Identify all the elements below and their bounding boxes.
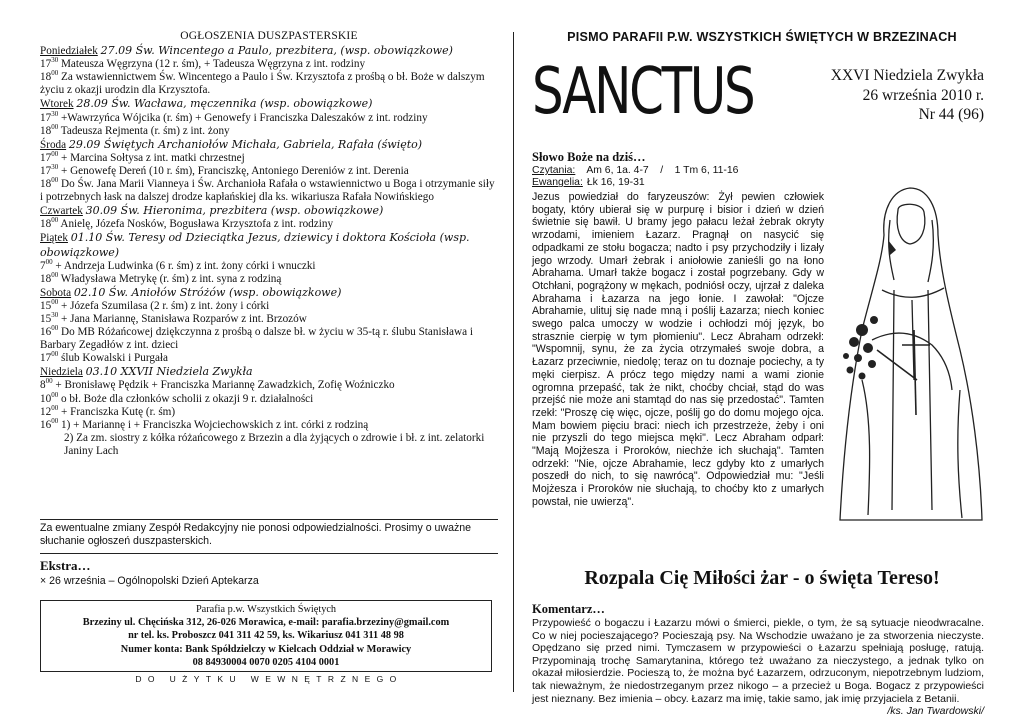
intention-text: + Józefa Szumilasa (2 r. śm) z int. żony i córki <box>60 299 270 312</box>
mass-hour: 18 <box>40 272 52 285</box>
mass-minutes: 00 <box>45 377 53 386</box>
intention-text: Do Św. Jana Marii Vianneya i Św. Archanioła Rafała o wstawiennictwo u Boga i otrzymanie siły i potrzebnych łask na dalszej drodze kapłańskiej dla ks. wikariusza Rafała Nowińskiego <box>40 178 495 204</box>
gospel-label: Ewangelia: <box>532 177 583 189</box>
mass-intention <box>40 297 498 313</box>
mass-time <box>40 218 58 230</box>
issue-number: Nr 44 (96) <box>918 106 984 123</box>
mass-minutes: 00 <box>51 390 59 399</box>
commentary <box>532 617 984 718</box>
ekstra-heading: Ekstra… <box>40 558 91 573</box>
day-description: 30.09 Św. Hieronima, prezbitera (wsp. obowiązkowe) <box>85 204 384 218</box>
mass-hour: 18 <box>40 71 52 84</box>
mass-time <box>40 416 59 431</box>
mass-intention <box>40 71 498 97</box>
mass-hour: 7 <box>40 259 46 272</box>
intention-text: + Jana Mariannę, Stanisława Rozparów z int. Brzozów <box>60 312 307 325</box>
mass-hour: 17 <box>40 58 52 71</box>
mass-hour: 18 <box>40 124 52 137</box>
day-name: Środa <box>40 138 67 151</box>
mass-time <box>40 270 59 285</box>
mass-minutes: 00 <box>51 297 59 306</box>
internal-use-note: DO UŻYTKU WEWNĘTRZNEGO <box>135 674 403 684</box>
mass-hour: 18 <box>40 178 52 191</box>
masthead: PISMO PARAFII P.W. WSZYSTKICH ŚWIĘTYCH W BRZEZINACH <box>567 30 957 44</box>
mass-intention <box>40 162 498 178</box>
day-heading <box>40 286 498 300</box>
mass-time <box>40 178 58 190</box>
day-description: 27.09 Św. Wincentego a Paulo, prezbitera, (wsp. obowiązkowe) <box>100 44 453 58</box>
mass-intention <box>40 109 498 125</box>
day-name: Niedziela <box>40 366 83 379</box>
intention-text: +Wawrzyńca Wójcika (r. śm) + Genowefy i Franciszka Daleszaków z int. rodziny <box>60 111 428 124</box>
parish-info-box <box>40 600 492 672</box>
mass-minutes: 00 <box>51 324 59 333</box>
mass-minutes: 00 <box>51 122 59 131</box>
mass-minutes: 00 <box>51 350 59 359</box>
parish-name: Parafia p.w. Wszystkich Świętych <box>195 604 337 615</box>
mass-minutes: 00 <box>51 149 59 158</box>
readings <box>532 165 738 190</box>
mass-minutes: 00 <box>45 257 53 266</box>
mass-intention <box>40 352 498 365</box>
sanctus-logo: SANCTUS <box>532 55 754 129</box>
issue-sunday: XXVI Niedziela Zwykła <box>830 67 984 84</box>
announcement-days <box>40 44 498 458</box>
announcements-title: OGŁOSZENIA DUSZPASTERSKIE <box>180 30 358 42</box>
mass-intention <box>40 379 498 392</box>
intention-text: Do MB Różańcowej dziękczynna z prośbą o dalsze bł. w życiu w 35-tą r. ślubu Stanisława i Barbary Zegadłów z int. dzieci <box>40 326 473 352</box>
divider <box>40 519 498 520</box>
mass-hour: 15 <box>40 312 52 325</box>
ekstra-item: × 26 września – Ogólnopolski Dzień Aptekarza <box>40 575 259 587</box>
mass-hour: 18 <box>40 218 52 231</box>
commentary-heading: Komentarz… <box>532 602 605 616</box>
mass-time <box>40 352 58 364</box>
day-description: 03.10 XXVII Niedziela Zwykła <box>85 365 253 379</box>
word-heading: Słowo Boże na dziś… <box>532 150 646 164</box>
issue-info <box>831 66 984 125</box>
mass-intention <box>40 58 498 71</box>
intention-text: + Franciszka Kutę (r. śm) <box>60 405 176 418</box>
announcements-column <box>40 30 498 458</box>
day-heading <box>40 231 498 259</box>
mass-minutes: 00 <box>51 416 59 425</box>
day-heading <box>40 44 498 58</box>
mass-hour: 15 <box>40 299 52 312</box>
mass-hour: 8 <box>40 379 46 392</box>
mass-intention <box>40 416 498 432</box>
commentary-author: /ks. Jan Twardowski/ <box>887 705 984 718</box>
divider <box>40 553 498 554</box>
parish-account-number: 08 84930004 0070 0205 4104 0001 <box>192 656 340 668</box>
mass-intention <box>40 310 498 326</box>
mass-minutes: 00 <box>51 403 59 412</box>
intention-text: 1) + Mariannę i + Franciszka Wojciechowskich z int. córki z rodziną <box>60 418 369 431</box>
intention-text: Za wstawiennictwem Św. Wincentego a Paulo i Św. Krzysztofa z prośbą o bł. Boże w dalszym życiu z okazji urodzin dla Krzysztofa. <box>40 71 485 97</box>
day-heading <box>40 365 498 379</box>
day-heading <box>40 204 498 218</box>
mass-hour: 16 <box>40 418 52 431</box>
intention-text: + Genowefę Dereń (10 r. śm), Franciszkę, Antoniego Dereniów z int. Derenia <box>60 164 409 177</box>
mass-minutes: 30 <box>51 56 59 65</box>
issue-date: 26 września 2010 r. <box>862 86 984 104</box>
mass-intention <box>40 403 498 419</box>
intention-text: Mateusza Węgrzyna (12 r. śm), + Tadeusza Węgrzyna z int. rodziny <box>60 58 366 71</box>
gospel-ref: Łk 16, 19-31 <box>586 177 645 189</box>
mass-hour: 17 <box>40 151 52 164</box>
headline: Rozpala Cię Miłości żar - o święta Tereso! <box>584 567 940 589</box>
mass-hour: 12 <box>40 405 52 418</box>
intention-text: o bł. Boże dla członków scholii z okazji 9 r. działalności <box>60 392 314 405</box>
mass-intention <box>40 326 498 352</box>
day-heading <box>40 97 498 111</box>
intention-text: Anielę, Józefa Nosków, Bogusława Krzysztofa z int. rodziny <box>60 218 334 231</box>
intention-text: 2) Za zm. siostry z kółka różańcowego z Brzezin a dla żyjących o zdrowie i bł. z int. zelatorki Janiny Lach <box>64 431 485 457</box>
mass-intention <box>40 257 498 273</box>
mass-intention <box>40 218 498 231</box>
mass-time <box>40 326 58 338</box>
day-description: 02.10 Św. Aniołów Stróżów (wsp. obowiązkowe) <box>73 285 342 299</box>
gospel-text: Jezus powiedział do faryzeuszów: Żył pewien człowiek bogaty, który ubierał się w purpurę i bisior i dzień w dzień świetnie się bawił. U bramy jego pałacu leżał żebrak okryty wrzodami, imieniem Łazarz. Pragnął on nasycić się odpadkami ze stołu bogacza; nadto i psy przychodziły i lizały jego wrzody. Umarł żebrak i aniołowie zanieśli go na łono Abrahama. Umarł także bogacz i został pogrzebany. Gdy w Otchłani, pogrążony w mękach, podniósł oczy, ujrzał z daleka Abrahama i Łazarza na jego łonie. I zawołał: "Ojcze Abrahamie, ulituj się nade mną i poślij Łazarza; niech koniec swego palca umoczy w wodzie i ochłodzi mój język, bo strasznie cierpię w tym płomieniu". Lecz Abraham odrzekł: "Wspomnij, synu, że za życia otrzymałeś swoje dobra, a Łazarz przeciwnie, niedolę; teraz on tu doznaje pociechy, a ty męki cierpisz. A prócz tego między nami a wami zionie ogromna przepaść, tak że nikt, choćby chciał, stąd do was przejść nie może ani stamtąd do nas się przedostać". Tamten rzekł: "Proszę cię więc, ojcze, poślij go do domu mojego ojca. Mam bowiem pięciu braci: niech ich przestrzeże, żeby i oni nie przyszli do tego miejsca męki". Lecz Abraham odparł: "Mają Mojżesza i Proroków, niechże ich słuchają". Tamten odrzekł: "Nie, ojcze Abrahamie, lecz gdyby kto z umarłych poszedł do nich, to się nawrócą". Odpowiedział mu: "Jeśli Mojżesza i Proroków nie słuchają, to choćby kto z umarłych powstał, nie uwierzą". <box>532 191 824 508</box>
day-description: 28.09 Św. Wacława, męczennika (wsp. obowiązkowe) <box>76 97 373 111</box>
day-description: 29.09 Świętych Archaniołów Michała, Gabriela, Rafała (święto) <box>68 137 423 151</box>
mass-hour: 10 <box>40 392 52 405</box>
parish-address: Brzeziny ul. Chęcińska 312, 26-026 Morawica, e-mail: parafia.brzeziny@gmail.com <box>82 617 450 629</box>
mass-minutes: 00 <box>51 216 59 225</box>
mass-time <box>40 71 58 83</box>
mass-minutes: 00 <box>51 176 59 185</box>
day-name: Piątek <box>40 232 68 245</box>
intention-text: + Andrzeja Ludwinka (6 r. śm) z int. żony córki i wnuczki <box>55 259 316 272</box>
mass-minutes: 30 <box>51 109 59 118</box>
day-name: Sobota <box>40 286 72 299</box>
column-divider <box>513 32 514 692</box>
day-name: Czwartek <box>40 205 83 218</box>
day-heading <box>40 138 498 152</box>
mass-intention <box>40 149 498 165</box>
mass-minutes: 00 <box>51 69 59 78</box>
mass-intention <box>40 270 498 286</box>
mass-hour: 16 <box>40 326 52 339</box>
commentary-text: Przypowieść o bogaczu i Łazarzu mówi o śmierci, piekle, o tym, że są sytuacje nieodwracalne. Co w niej pocieszającego? Pocieszają psy. Na Wschodzie uważano je za stworzenia nieczyste. Opędzano się przed nimi. Tymczasem w przypowieści o Łazarzu spełniają posługę, ratują. Przypominają trochę Samarytanina, którego też uważano za nieczystego, a jednak tylko on okazał miłosierdzie. Pocieszą to, że można być Łazarzem, odrzuconym, niepotrzebnym ludziom, tak nieważnym, że niedostrzeganym przez nikogo – a przecież u Boga. Bogacz z przypowieści jest nieznany. Bez imienia – obcy. Łazarz ma imię, takie samo, jak imię przyjaciela z Betanii. <box>532 617 984 705</box>
right-column <box>532 30 992 718</box>
mass-hour: 17 <box>40 164 52 177</box>
day-name: Wtorek <box>40 98 74 111</box>
day-description: 01.10 Św. Teresy od Dzieciątka Jezus, dziewicy i doktora Kościoła (wsp. obowiązkowe) <box>40 231 470 259</box>
mass-intention <box>40 122 498 138</box>
mass-minutes: 30 <box>51 310 59 319</box>
parish-account-label: Numer konta: Bank Spółdzielczy w Kielcach Oddział w Morawicy <box>120 643 412 655</box>
intention-text: + Marcina Sołtysa z int. matki chrzestnej <box>60 151 245 164</box>
editorial-notice: Za ewentualne zmiany Zespół Redakcyjny nie ponosi odpowiedzialności. Prosimy o uważne słuchanie ogłoszeń duszpasterskich. <box>40 522 472 547</box>
readings-refs: Am 6, 1a. 4-7 / 1 Tm 6, 11-16 <box>586 165 739 176</box>
mass-hour: 17 <box>40 352 52 365</box>
readings-label: Czytania: <box>532 165 576 176</box>
mass-time <box>40 122 59 137</box>
day-name: Poniedziałek <box>40 45 98 58</box>
mass-hour: 17 <box>40 111 52 124</box>
saint-theresa-illustration <box>832 180 990 540</box>
intention-text: Tadeusza Rejmenta (r. śm) z int. żony <box>60 124 230 137</box>
mass-minutes: 30 <box>51 162 59 171</box>
intention-text: + Bronisławę Pędzik + Franciszka Mariannę Zawadzkich, Zofię Woźniczko <box>55 379 395 392</box>
mass-intention <box>40 178 498 204</box>
mass-minutes: 00 <box>51 270 59 279</box>
parish-phones: nr tel. ks. Proboszcz 041 311 42 59, ks. Wikariusz 041 311 48 98 <box>128 630 404 642</box>
mass-intention <box>40 432 498 458</box>
intention-text: Władysława Metrykę (r. śm) z int. syna z rodziną <box>60 272 282 285</box>
mass-intention <box>40 390 498 406</box>
intention-text: ślub Kowalski i Purgała <box>60 352 168 365</box>
